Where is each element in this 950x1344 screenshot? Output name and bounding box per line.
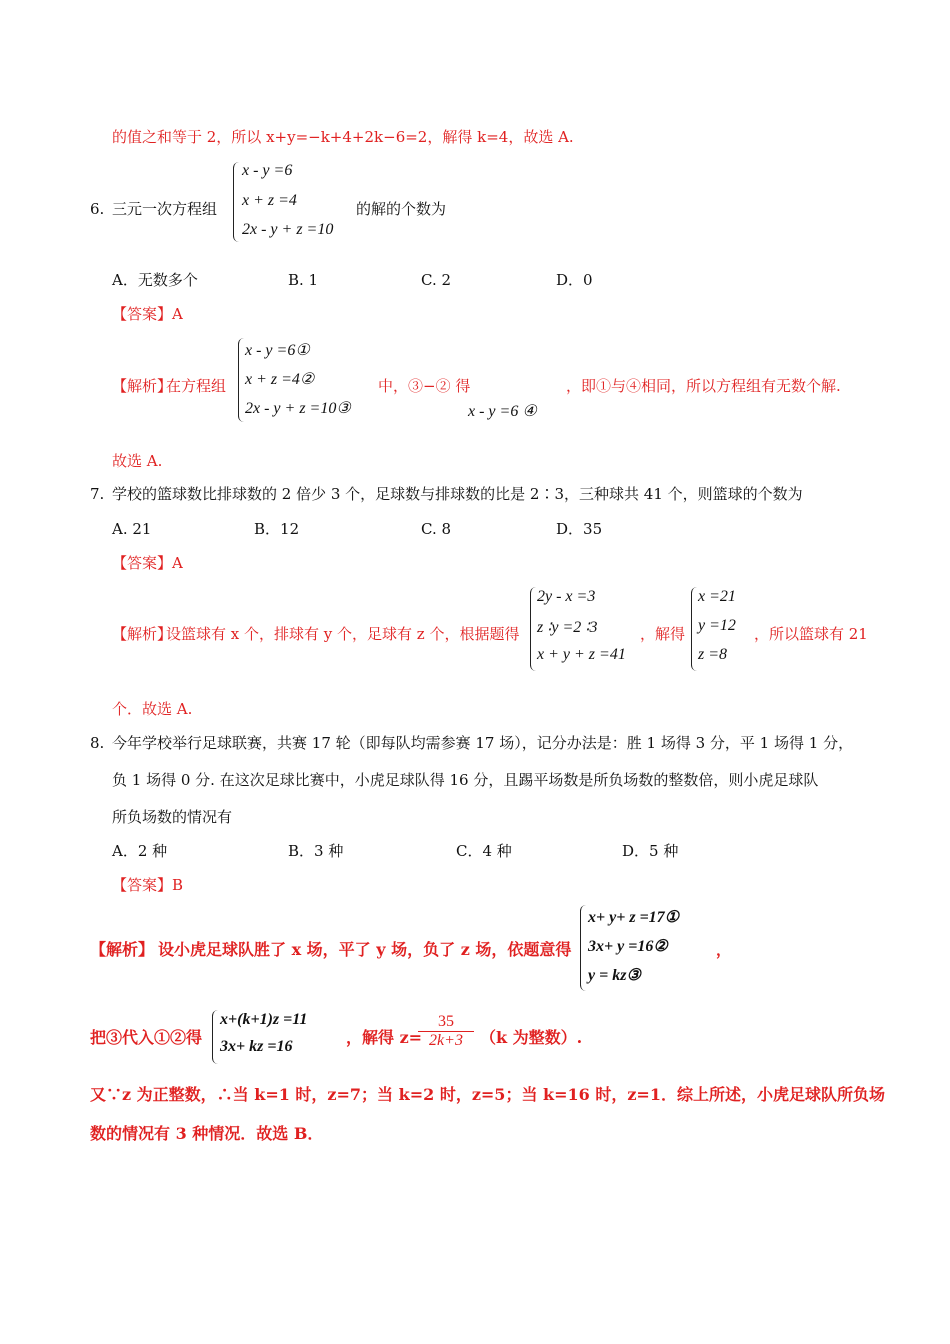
q6-system-brace bbox=[233, 162, 240, 242]
q6-number: 6. bbox=[90, 200, 105, 218]
q7-system-brace bbox=[530, 587, 537, 671]
q6-analysis-brace bbox=[238, 338, 245, 422]
q7-eq-1: 2y - x =3 bbox=[537, 588, 596, 605]
q7-option-c: C. 8 bbox=[421, 520, 452, 538]
q7-analysis-label: 【解析】 bbox=[112, 625, 173, 643]
q8-final-line-1: 又∵z 为正整数，∴当 k=1 时，z=7；当 k=2 时，z=5；当 k=16 时，z=1．综上所述，小虎足球队所负场 bbox=[90, 1085, 885, 1104]
q6-option-c: C. 2 bbox=[421, 271, 452, 289]
q8-option-d: D．5 种 bbox=[622, 842, 679, 860]
q8-stem-line-2: 负 1 场得 0 分. 在这次足球比赛中，小虎足球队得 16 分，且踢平场数是所负场数的整数倍，则小虎足球队 bbox=[112, 771, 819, 789]
q8-eq-2: 3x+ y =16② bbox=[588, 938, 668, 955]
q8-fraction-numerator: 35 bbox=[418, 1013, 474, 1032]
q7-number: 7. bbox=[90, 485, 105, 503]
q8-option-c: C．4 种 bbox=[456, 842, 512, 860]
q6-answer: 【答案】A bbox=[112, 305, 183, 323]
q8-number: 8. bbox=[90, 734, 105, 752]
q7-option-d: D．35 bbox=[556, 520, 603, 538]
q6-analysis-label: 【解析】 bbox=[112, 377, 173, 395]
q5-analysis-tail: 的值之和等于 2，所以 x+y=−k+4+2k−6=2，解得 k=4，故选 A. bbox=[112, 128, 574, 146]
q8-stem-line-1: 今年学校举行足球联赛，共赛 17 轮（即每队均需参赛 17 场），记分办法是：胜 1 场得 3 分，平 1 场得 1 分， bbox=[112, 734, 854, 752]
q8-option-b: B．3 种 bbox=[288, 842, 344, 860]
q7-sol-3: z =8 bbox=[698, 646, 728, 663]
q7-analysis-end: 个．故选 A. bbox=[112, 700, 193, 718]
q8-fraction-denominator: 2k+3 bbox=[429, 1032, 463, 1049]
q6-option-b: B. 1 bbox=[288, 271, 319, 289]
q6-analysis-eq-1: x - y =6① bbox=[245, 342, 310, 359]
q7-option-b: B．12 bbox=[254, 520, 300, 538]
q6-analysis-eq4: x - y =6 ④ bbox=[468, 403, 537, 420]
q8-fraction bbox=[418, 1013, 474, 1050]
q7-sol-1: x =21 bbox=[698, 588, 736, 605]
q6-analysis-before: 在方程组 bbox=[166, 377, 227, 395]
q7-eq-3: x + y + z =41 bbox=[537, 646, 626, 663]
q8-eq-1: x+ y+ z =17① bbox=[588, 909, 680, 926]
q6-option-d: D．0 bbox=[556, 271, 593, 289]
q6-analysis-after: ，即①与④相同，所以方程组有无数个解. bbox=[566, 377, 841, 395]
q6-analysis-eq-3: 2x - y + z =10③ bbox=[245, 400, 351, 417]
q8-option-a: A．2 种 bbox=[112, 842, 168, 860]
q6-analysis-mid: 中，③−② 得 bbox=[378, 377, 471, 395]
q8-sub-mid: ，解得 z= bbox=[346, 1028, 423, 1047]
q8-system-brace bbox=[580, 905, 587, 991]
q8-analysis-comma: ， bbox=[716, 941, 732, 959]
q8-sub-before: 把③代入①②得 bbox=[90, 1028, 203, 1047]
q8-sub-eq-1: x+(k+1)z =11 bbox=[220, 1011, 308, 1028]
q8-sub-after: （k 为整数）. bbox=[480, 1028, 583, 1047]
q6-analysis-eq-2: x + z =4② bbox=[245, 371, 315, 388]
q7-analysis-mid: ，解得 bbox=[640, 625, 686, 643]
q8-eq-3: y = kz③ bbox=[588, 967, 641, 984]
q6-eq-2: x + z =4 bbox=[242, 192, 297, 209]
q7-analysis-before: 设篮球有 x 个，排球有 y 个，足球有 z 个，根据题得 bbox=[166, 625, 520, 643]
q6-stem-after: 的解的个数为 bbox=[356, 200, 447, 218]
q7-option-a: A. 21 bbox=[112, 520, 152, 538]
q6-analysis-end: 故选 A. bbox=[112, 452, 163, 470]
q7-eq-2: z ∶y =2 ∶3 bbox=[537, 619, 598, 636]
q6-stem-before: 三元一次方程组 bbox=[112, 200, 218, 218]
q8-analysis-label: 【解析】 bbox=[90, 940, 155, 959]
q8-sub-brace bbox=[212, 1010, 219, 1064]
q7-answer: 【答案】A bbox=[112, 554, 183, 572]
q6-option-a: A．无数多个 bbox=[112, 271, 198, 289]
q7-analysis-after: ，所以篮球有 21 bbox=[754, 625, 868, 643]
q8-stem-line-3: 所负场数的情况有 bbox=[112, 808, 233, 826]
q8-sub-eq-2: 3x+ kz =16 bbox=[220, 1038, 293, 1055]
q7-stem: 学校的篮球数比排球数的 2 倍少 3 个，足球数与排球数的比是 2∶3，三种球共 41 个，则篮球的个数为 bbox=[112, 485, 803, 503]
q7-sol-2: y =12 bbox=[698, 617, 736, 634]
q6-eq-3: 2x - y + z =10 bbox=[242, 221, 334, 238]
q7-solution-brace bbox=[691, 587, 698, 671]
q8-final-line-2: 数的情况有 3 种情况．故选 B． bbox=[90, 1124, 324, 1143]
q8-analysis-before: 设小虎足球队胜了 x 场，平了 y 场，负了 z 场，依题意得 bbox=[158, 940, 572, 959]
q6-eq-1: x - y =6 bbox=[242, 162, 293, 179]
q8-answer: 【答案】B bbox=[112, 876, 184, 894]
